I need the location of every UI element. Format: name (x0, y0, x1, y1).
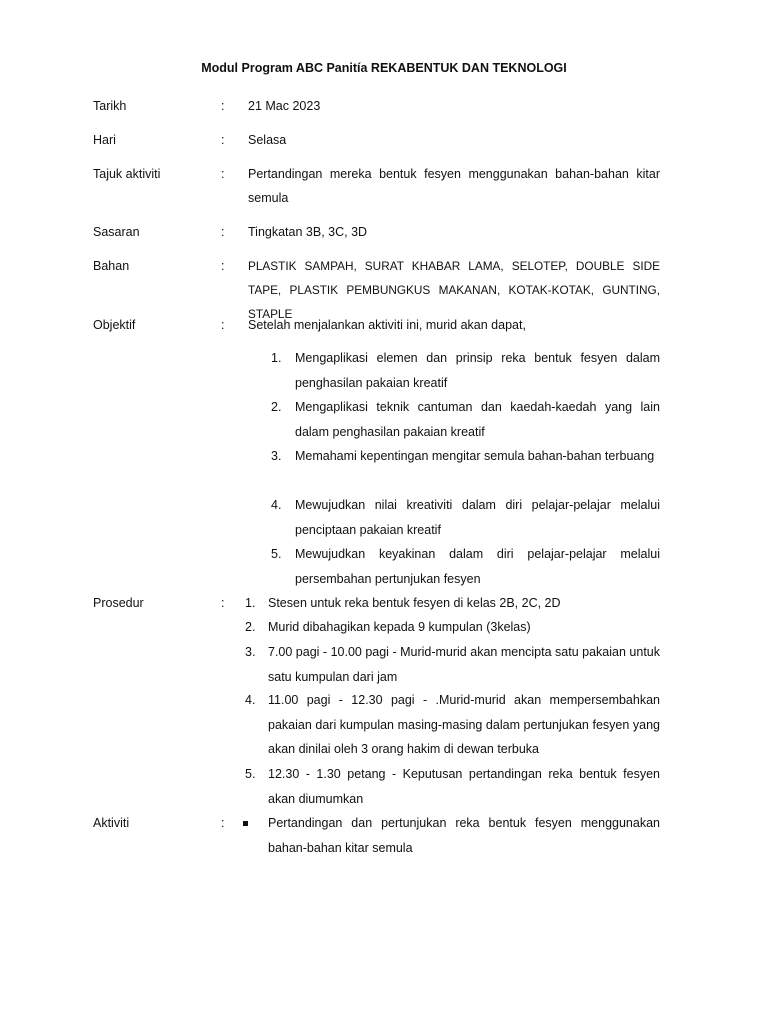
bahan-colon: : (221, 259, 225, 273)
objektif-intro: Setelah menjalankan aktiviti ini, murid akan dapat, (248, 318, 526, 332)
tajuk-label: Tajuk aktiviti (93, 167, 161, 181)
procedure-number: 3. (245, 645, 256, 659)
bahan-value: PLASTIK SAMPAH, SURAT KHABAR LAMA, SELOTEP, DOUBLE SIDE TAPE, PLASTIK PEMBUNGKUS MAKANAN, KOTAK-KOTAK, GUNTING, STAPLE (248, 259, 660, 321)
objektif-label: Objektif (93, 318, 136, 332)
sasaran-label: Sasaran (93, 225, 140, 239)
objective-item: Mewujudkan keyakinan dalam diri pelajar-pelajar melalui persembahan pertunjukan fesyen (295, 547, 660, 586)
objective-item: Memahami kepentingan mengitar semula bahan-bahan terbuang (295, 449, 655, 463)
aktiviti-value: Pertandingan dan pertunjukan reka bentuk fesyen menggunakan bahan-bahan kitar semula (268, 816, 660, 855)
objective-item: Mengaplikasi teknik cantuman dan kaedah-kaedah yang lain dalam penghasilan pakaian kreatif (295, 400, 660, 439)
prosedur-label: Prosedur (93, 596, 144, 610)
objective-number: 5. (271, 547, 282, 561)
objective-number: 4. (271, 498, 282, 512)
procedure-number: 5. (245, 767, 256, 781)
hari-label: Hari (93, 133, 116, 147)
procedure-item: Stesen untuk reka bentuk fesyen di kelas 2B, 2C, 2D (268, 596, 561, 610)
objective-item: Mewujudkan nilai kreativiti dalam diri pelajar-pelajar melalui penciptaan pakaian kreatif (295, 498, 660, 537)
objective-number: 2. (271, 400, 282, 414)
sasaran-colon: : (221, 225, 225, 239)
bahan-label: Bahan (93, 259, 130, 273)
tajuk-value: Pertandingan mereka bentuk fesyen menggunakan bahan-bahan kitar semula (248, 167, 660, 205)
aktiviti-colon: : (221, 816, 225, 830)
objective-number: 3. (271, 449, 282, 463)
prosedur-colon: : (221, 596, 225, 610)
procedure-number: 1. (245, 596, 256, 610)
tarikh-value: 21 Mac 2023 (248, 99, 321, 113)
procedure-number: 2. (245, 620, 256, 634)
procedure-item: Murid dibahagikan kepada 9 kumpulan (3kelas) (268, 620, 531, 634)
hari-value: Selasa (248, 133, 287, 147)
tajuk-colon: : (221, 167, 225, 181)
procedure-item: 11.00 pagi - 12.30 pagi - .Murid-murid akan mempersembahkan pakaian dari kumpulan masing-masing dalam pertunjukan fesyen yang akan dinilai oleh 3 orang hakim di dewan terbuka (268, 693, 660, 756)
procedure-item: 12.30 - 1.30 petang - Keputusan pertandingan reka bentuk fesyen akan diumumkan (268, 767, 660, 806)
objektif-colon: : (221, 318, 225, 332)
objective-item: Mengaplikasi elemen dan prinsip reka bentuk fesyen dalam penghasilan pakaian kreatif (295, 351, 660, 390)
sasaran-value: Tingkatan 3B, 3C, 3D (248, 225, 368, 239)
hari-colon: : (221, 133, 225, 147)
procedure-number: 4. (245, 693, 256, 707)
square-bullet-icon (243, 821, 248, 826)
aktiviti-label: Aktiviti (93, 816, 130, 830)
objective-number: 1. (271, 351, 282, 365)
document-title: Modul Program ABC Panitía REKABENTUK DAN TEKNOLOGI (201, 61, 567, 75)
procedure-item: 7.00 pagi - 10.00 pagi - Murid-murid akan mencipta satu pakaian untuk satu kumpulan dari jam (268, 645, 660, 684)
tarikh-label: Tarikh (93, 99, 127, 113)
tarikh-colon: : (221, 99, 225, 113)
